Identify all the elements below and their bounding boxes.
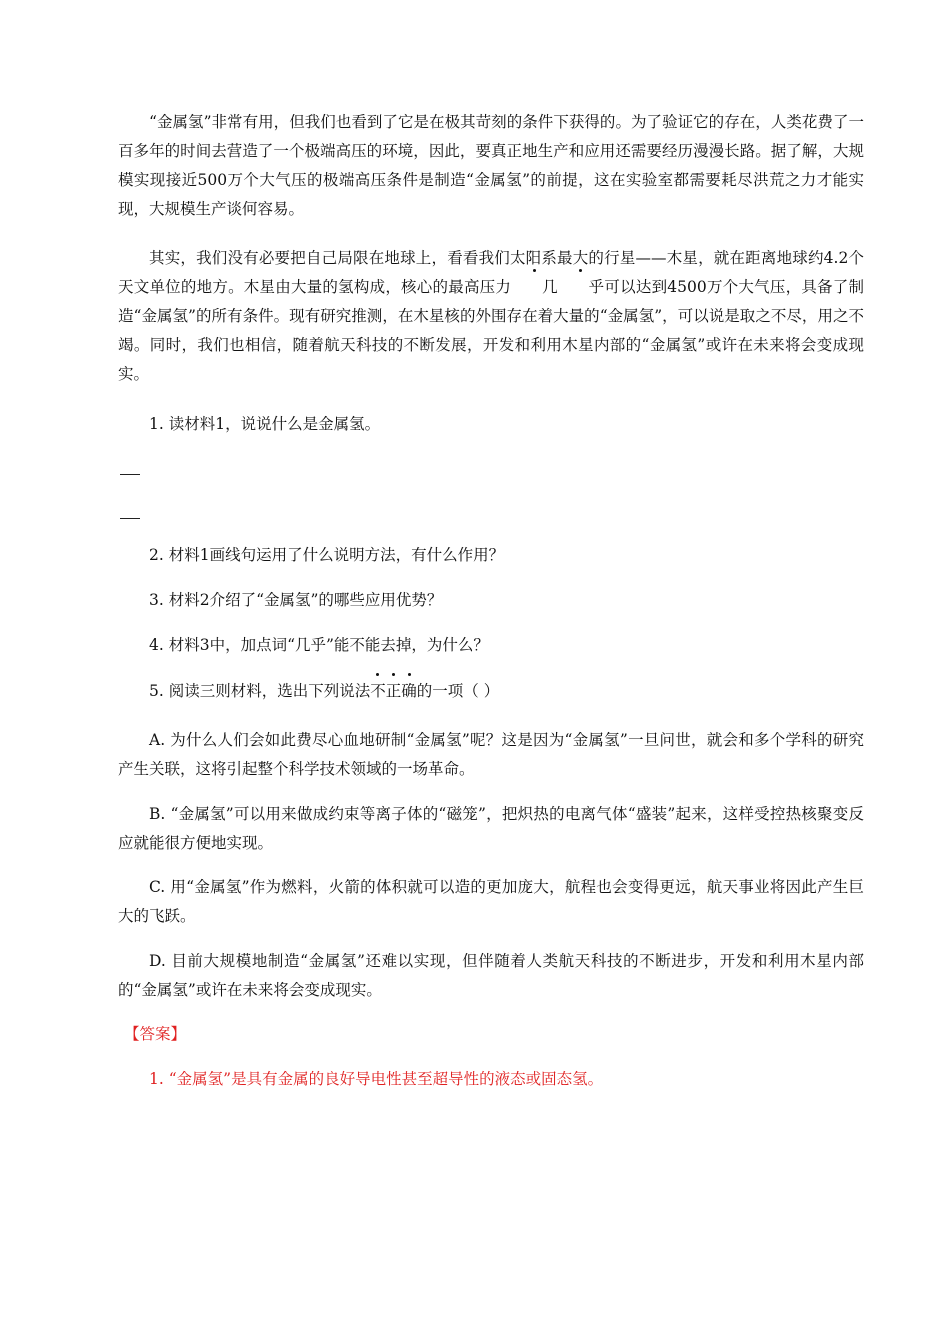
emphasis-dot-char: 正 [386,677,402,706]
emphasis-dot-char: 确 [401,677,417,706]
emphasis-dot-char: 不 [370,677,386,706]
question-5 [149,677,864,706]
paragraph-text-start: 其实，我们没有必要把自己局限在地球上，看看我们太阳系最大的行星——木星，就在距离地球约4.2个天文单位的地方。木星由大量的氢构成，核心的最高压力 [118,249,864,296]
emphasis-dot-char: 几 [511,273,558,302]
question-4: 4. 材料3中，加点词“几乎”能不能去掉，为什么？ [149,636,489,654]
answer-blank-line[interactable] [120,474,140,475]
question-5-text-end: 的一项（ ） [416,682,500,700]
question-1: 1. 读材料1，说说什么是金属氢。 [149,415,381,433]
option-c: C. 用“金属氢”作为燃料，火箭的体积就可以造的更加庞大，航程也会变得更远，航天事业将因此产生巨大的飞跃。 [118,878,864,925]
paragraph-material-3 [118,244,864,389]
answer-blank-line[interactable] [120,518,140,519]
question-5-text-start: 5. 阅读三则材料，选出下列说法 [149,682,371,700]
option-a: A. 为什么人们会如此费尽心血地研制“金属氢”呢？这是因为“金属氢”一旦问世，就会和多个学科的研究产生关联，这将引起整个科学技术领域的一场革命。 [118,731,864,778]
question-2: 2. 材料1画线句运用了什么说明方法，有什么作用？ [149,546,505,564]
emphasis-dot-char: 乎 [558,273,605,302]
answer-heading: 【答案】 [124,1025,187,1043]
option-b: B. “金属氢”可以用来做成约束等离子体的“磁笼”，把炽热的电离气体“盛装”起来，这样受控热核聚变反应就能很方便地实现。 [118,805,864,852]
answer-1: 1. “金属氢”是具有金属的良好导电性甚至超导性的液态或固态氢。 [149,1070,604,1088]
paragraph-text-end: 可以达到4500万个大气压，具备了制造“金属氢”的所有条件。现有研究推测，在木星核的外围存在着大量的“金属氢”，可以说是取之不尽，用之不竭。同时，我们也相信，随着航天科技的不断发展，开发和利用木星内部的“金属氢”或许在未来将会变成现实。 [118,278,864,383]
paragraph-material-2-end: “金属氢”非常有用，但我们也看到了它是在极其苛刻的条件下获得的。为了验证它的存在，人类花费了一百多年的时间去营造了一个极端高压的环境，因此，要真正地生产和应用还需要经历漫漫长路。据了解，大规模实现接近500万个大气压的极端高压条件是制造“金属氢”的前提，这在实验室都需要耗尽洪荒之力才能实现，大规模生产谈何容易。 [118,113,864,218]
option-d: D. 目前大规模地制造“金属氢”还难以实现，但伴随着人类航天科技的不断进步，开发和利用木星内部的“金属氢”或许在未来将会变成现实。 [118,952,864,999]
question-3: 3. 材料2介绍了“金属氢”的哪些应用优势？ [149,591,443,609]
